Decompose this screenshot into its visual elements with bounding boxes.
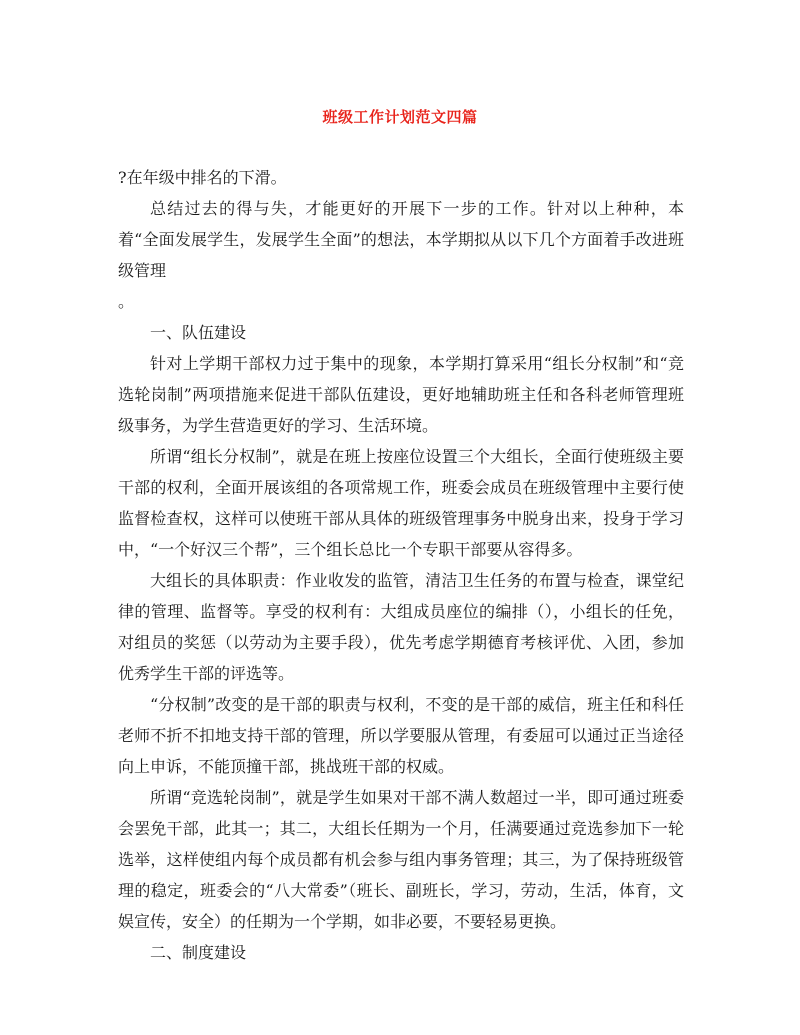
paragraph-group-leader-duties: 大组长的具体职责：作业收发的监管，清洁卫生任务的布置与检查，课堂纪律的管理、监督等。享受的权利有：大组成员座位的编排（），小组长的任免，对组员的奖惩（以劳动为主要手段），优先考虑学期德育考核评优、入团，参加优秀学生干部的评选等。 [118,571,684,683]
paragraph-period-mark: 。 [118,292,135,311]
paragraph-ranking-decline: ?在年级中排名的下滑。 [118,168,287,187]
section-heading-system-building: 二、制度建设 [150,943,247,962]
paragraph-cadre-measures: 针对上学期干部权力过于集中的现象，本学期打算采用“组长分权制”和“竞选轮岗制”两项措施来促进干部队伍建设，更好地辅助班主任和各科老师管理班级事务，为学生营造更好的学习、生活环境。 [118,354,684,435]
document-title: 班级工作计划范文四篇 [322,108,478,126]
paragraph-election-rotation: 所谓“竞选轮岗制”，就是学生如果对干部不满人数超过一半，即可通过班委会罢免干部，此其一；其二，大组长任期为一个月，任满要通过竞选参加下一轮选举，这样使组内每个成员都有机会参与组内事务管理；其三，为了保持班级管理的稳定，班委会的“八大常委”（班长、副班长，学习，劳动，生活，体育，文娱宣传，安全）的任期为一个学期，如非必要，不要轻易更换。 [118,788,684,931]
section-heading-team-building: 一、队伍建设 [150,323,247,342]
paragraph-summary: 总结过去的得与失，才能更好的开展下一步的工作。针对以上种种，本着“全面发展学生，发展学生全面”的想法，本学期拟从以下几个方面着手改进班级管理 [118,199,684,280]
paragraph-group-leader-system: 所谓“组长分权制”，就是在班上按座位设置三个大组长，全面行使班级主要干部的权利，全面开展该组的各项常规工作，班委会成员在班级管理中主要行使监督检查权，这样可以使班干部从具体的班级管理事务中脱身出来，投身于学习中，“一个好汉三个帮”，三个组长总比一个专职干部要从容得多。 [118,447,684,559]
document-body [118,162,684,968]
paragraph-power-division: “分权制”改变的是干部的职责与权利，不变的是干部的威信，班主任和科任老师不折不扣地支持干部的管理，所以学要服从管理，有委屈可以通过正当途径向上申诉，不能顶撞干部，挑战班干部的权威。 [118,695,684,776]
